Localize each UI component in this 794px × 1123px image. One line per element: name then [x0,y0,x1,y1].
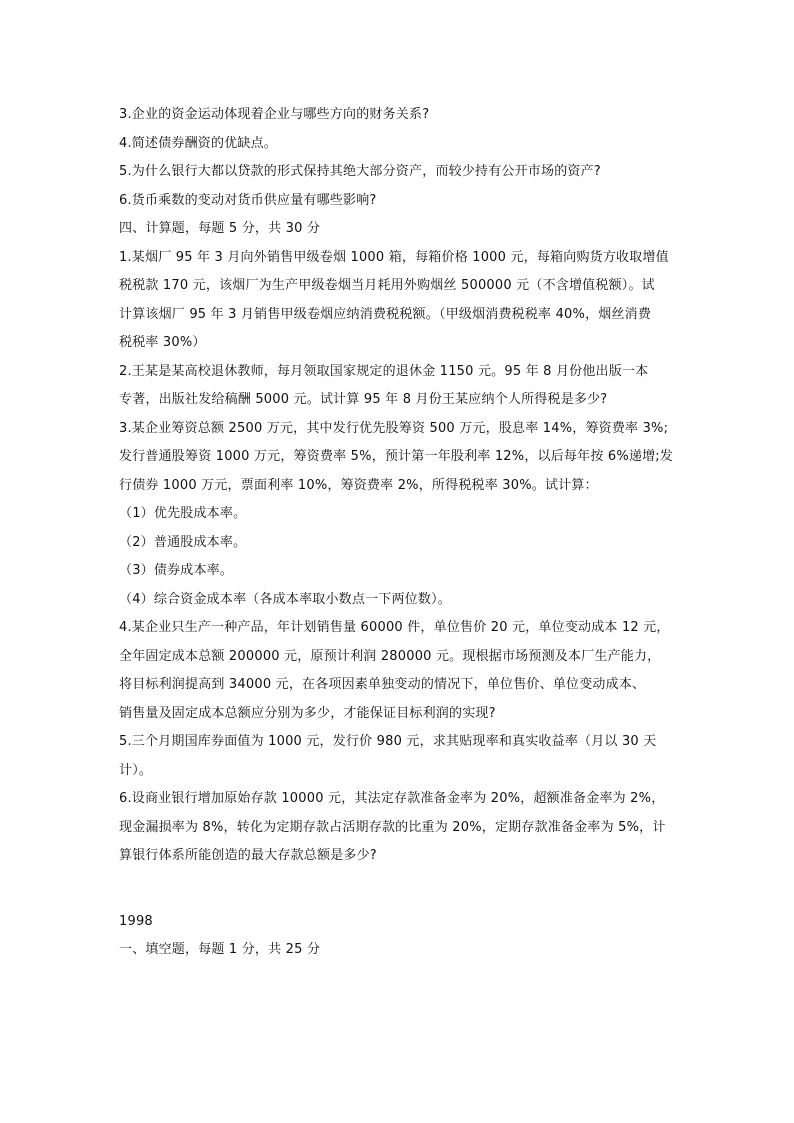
calc-3-line-3: 行债券 1000 万元，票面利率 10%，筹资费率 2%，所得税税率 30%。试计算： [119,477,598,493]
document-content [119,101,679,965]
calc-3-sub-4: （4）综合资金成本率（各成本率取小数点一下两位数）。 [119,591,451,607]
calc-1-line-3: 计算该烟厂 95 年 3 月销售甲级卷烟应纳消费税税额。（甲级烟消费税税率 40%，烟丝消费 [119,306,652,322]
calc-6-line-2: 现金漏损率为 8%，转化为定期存款占活期存款的比重为 20%，定期存款准备金率为 5%，计 [119,819,666,835]
calc-3-sub-2: （2）普通股成本率。 [119,534,247,550]
calc-3-line-1: 3.某企业筹资总额 2500 万元，其中发行优先股筹资 500 万元，股息率 14%，筹资费率 3%; [119,420,669,436]
calc-6-line-1: 6.设商业银行增加原始存款 10000 元，其法定存款准备金率为 20%，超额准备金率为 2%， [119,791,665,806]
calc-6-line-3: 算银行体系所能创造的最大存款总额是多少? [119,848,377,863]
calc-4-line-3: 将目标利润提高到 34000 元，在各项因素单独变动的情况下，单位售价、单位变动成本、 [119,677,646,692]
question-5-bank-assets: 5.为什么银行大都以贷款的形式保持其绝大部分资产，而较少持有公开市场的资产? [119,164,601,179]
question-3-relations: 3.企业的资金运动体现着企业与哪些方向的财务关系? [119,107,430,122]
calc-5-line-1: 5.三个月期国库券面值为 1000 元，发行价 980 元，求其贴现率和真实收益率（月以 30 天 [119,734,657,749]
section-heading-calculation: 四、计算题，每题 5 分，共 30 分 [119,221,321,236]
calc-2-line-1: 2.王某是某高校退休教师，每月领取国家规定的退休金 1150 元。95 年 8 月份他出版一本 [119,363,649,379]
calc-1-line-4: 税税率 30%） [119,335,206,350]
calc-1-line-2: 税税款 170 元，该烟厂为生产甲级卷烟当月耗用外购烟丝 500000 元（不含增值税额）。试 [119,278,655,293]
blank-gap [119,871,679,908]
calc-5-line-2: 计）。 [119,762,153,778]
calc-4-line-4: 销售量及固定成本总额应分别为多少，才能保证目标利润的实现? [119,705,496,721]
question-4-bond-financing: 4.简述债券酬资的优缺点。 [119,135,278,151]
calc-2-line-2: 专著，出版社发给稿酬 5000 元。试计算 95 年 8 月份王某应纳个人所得税是多少? [119,392,608,407]
calc-3-line-2: 发行普通股筹资 1000 万元，筹资费率 5%，预计第一年股利率 12%，以后每年按 6%递增;发 [119,449,674,464]
year-heading: 1998 [119,913,153,929]
calc-4-line-1: 4.某企业只生产一种产品，年计划销售量 60000 件，单位售价 20 元，单位变动成本 12 元， [119,620,670,635]
question-6-money-multiplier: 6.货币乘数的变动对货币供应量有哪些影响? [119,192,377,208]
calc-4-line-2: 全年固定成本总额 200000 元，原预计利润 280000 元。现根据市场预测及本厂生产能力， [119,648,661,664]
calc-3-sub-3: （3）债券成本率。 [119,563,234,578]
calc-3-sub-1: （1）优先股成本率。 [119,506,247,521]
calc-1-line-1: 1.某烟厂 95 年 3 月向外销售甲级卷烟 1000 箱，每箱价格 1000 元，每箱向购货方收取增值 [119,249,669,265]
section-heading-fill-in: 一、填空题，每题 1 分，共 25 分 [119,942,321,957]
